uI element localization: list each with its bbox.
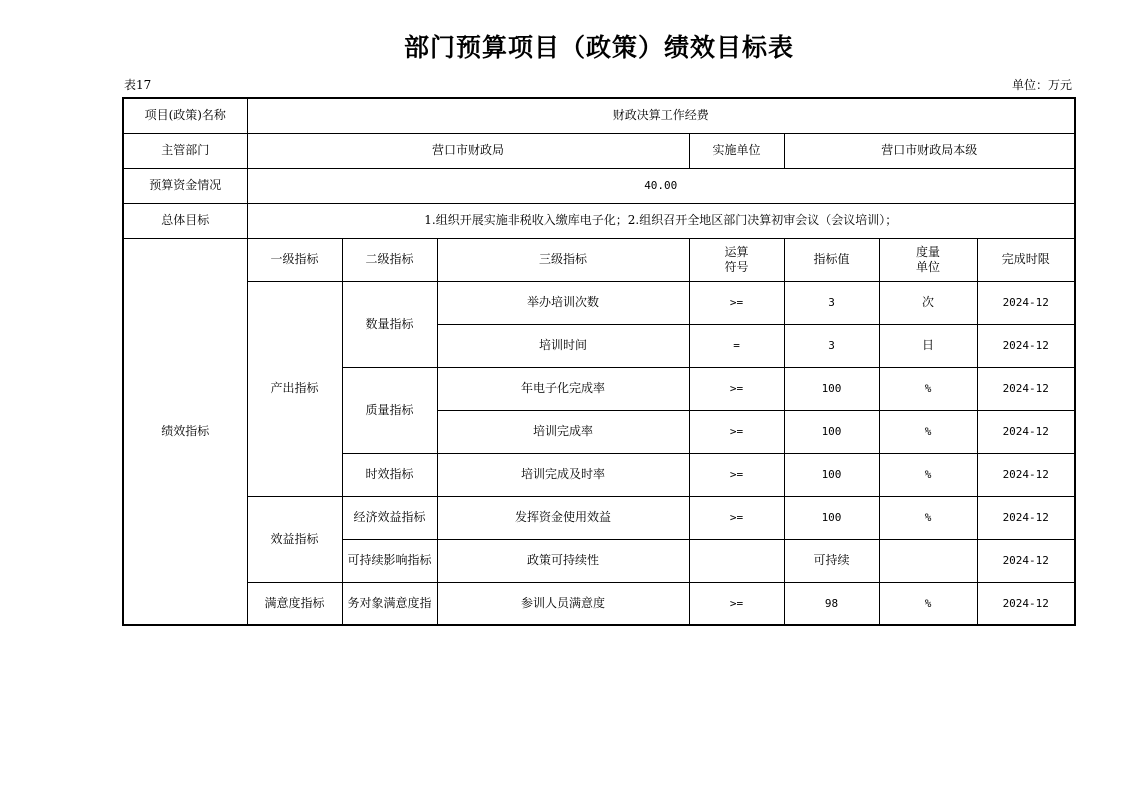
indicator-operator: >= [689, 281, 784, 324]
indicator-unit: % [879, 496, 977, 539]
indicator-unit: % [879, 367, 977, 410]
unit-label: 单位：万元 [1011, 78, 1072, 92]
goal-value: 1.组织开展实施非税收入缴库电子化；2.组织召开全地区部门决算初审会议（会议培训）； [247, 203, 1075, 238]
indicator-operator: >= [689, 410, 784, 453]
header-deadline: 完成时限 [977, 238, 1075, 281]
indicator-name: 发挥资金使用效益 [437, 496, 689, 539]
indicator-value: 3 [784, 324, 879, 367]
indicator-value: 100 [784, 410, 879, 453]
indicator-deadline: 2024-12 [977, 582, 1075, 625]
goal-row [123, 203, 1075, 238]
indicator-value: 100 [784, 453, 879, 496]
header-row [123, 238, 1075, 281]
indicator-deadline: 2024-12 [977, 410, 1075, 453]
level2-quantity: 数量指标 [342, 281, 437, 367]
indicator-value: 可持续 [784, 539, 879, 582]
performance-target-table [122, 97, 1076, 626]
indicator-value: 100 [784, 496, 879, 539]
indicator-operator: = [689, 324, 784, 367]
header-operator-line2: 符号 [724, 259, 749, 274]
table-row [123, 582, 1075, 625]
indicator-deadline: 2024-12 [977, 539, 1075, 582]
performance-indicator-label: 绩效指标 [123, 238, 247, 625]
indicator-name: 年电子化完成率 [437, 367, 689, 410]
level2-sustainable-impact: 可持续影响指标 [342, 539, 437, 582]
indicator-deadline: 2024-12 [977, 281, 1075, 324]
level2-timeliness: 时效指标 [342, 453, 437, 496]
implementer-label: 实施单位 [689, 133, 784, 168]
header-level1: 一级指标 [247, 238, 342, 281]
indicator-deadline: 2024-12 [977, 496, 1075, 539]
indicator-unit [879, 539, 977, 582]
indicator-name: 举办培训次数 [437, 281, 689, 324]
project-name-value: 财政决算工作经费 [247, 98, 1075, 133]
header-unit-line1: 度量 [915, 244, 940, 259]
indicator-value: 3 [784, 281, 879, 324]
indicator-operator [689, 539, 784, 582]
goal-label: 总体目标 [123, 203, 247, 238]
level2-service-satisfaction: 务对象满意度指 [342, 582, 437, 625]
indicator-value: 100 [784, 367, 879, 410]
header-unit [879, 238, 977, 281]
department-row [123, 133, 1075, 168]
indicator-unit: % [879, 453, 977, 496]
budget-label: 预算资金情况 [123, 168, 247, 203]
table-row [123, 496, 1075, 539]
level1-output: 产出指标 [247, 281, 342, 496]
indicator-unit: 次 [879, 281, 977, 324]
project-name-row [123, 98, 1075, 133]
header-level2: 二级指标 [342, 238, 437, 281]
implementer-value: 营口市财政局本级 [784, 133, 1075, 168]
department-value: 营口市财政局 [247, 133, 689, 168]
indicator-deadline: 2024-12 [977, 453, 1075, 496]
project-name-label: 项目(政策)名称 [123, 98, 247, 133]
header-unit-line2: 单位 [915, 259, 940, 274]
page-title: 部门预算项目（政策）绩效目标表 [403, 33, 794, 62]
indicator-unit: % [879, 410, 977, 453]
indicator-unit: % [879, 582, 977, 625]
indicator-name: 培训完成及时率 [437, 453, 689, 496]
table-row [123, 281, 1075, 324]
level1-benefit: 效益指标 [247, 496, 342, 582]
budget-value: 40.00 [247, 168, 1075, 203]
level2-economic-benefit: 经济效益指标 [342, 496, 437, 539]
department-label: 主管部门 [123, 133, 247, 168]
indicator-operator: >= [689, 367, 784, 410]
indicator-name: 培训完成率 [437, 410, 689, 453]
indicator-operator: >= [689, 582, 784, 625]
table-number: 表17 [124, 78, 152, 92]
budget-row [123, 168, 1075, 203]
indicator-name: 培训时间 [437, 324, 689, 367]
indicator-operator: >= [689, 496, 784, 539]
header-level3: 三级指标 [437, 238, 689, 281]
indicator-operator: >= [689, 453, 784, 496]
header-value: 指标值 [784, 238, 879, 281]
header-operator-line1: 运算 [724, 244, 749, 259]
level2-quality: 质量指标 [342, 367, 437, 453]
header-operator [689, 238, 784, 281]
indicator-name: 参训人员满意度 [437, 582, 689, 625]
indicator-value: 98 [784, 582, 879, 625]
indicator-deadline: 2024-12 [977, 324, 1075, 367]
indicator-unit: 日 [879, 324, 977, 367]
indicator-deadline: 2024-12 [977, 367, 1075, 410]
indicator-name: 政策可持续性 [437, 539, 689, 582]
level1-satisfaction: 满意度指标 [247, 582, 342, 625]
